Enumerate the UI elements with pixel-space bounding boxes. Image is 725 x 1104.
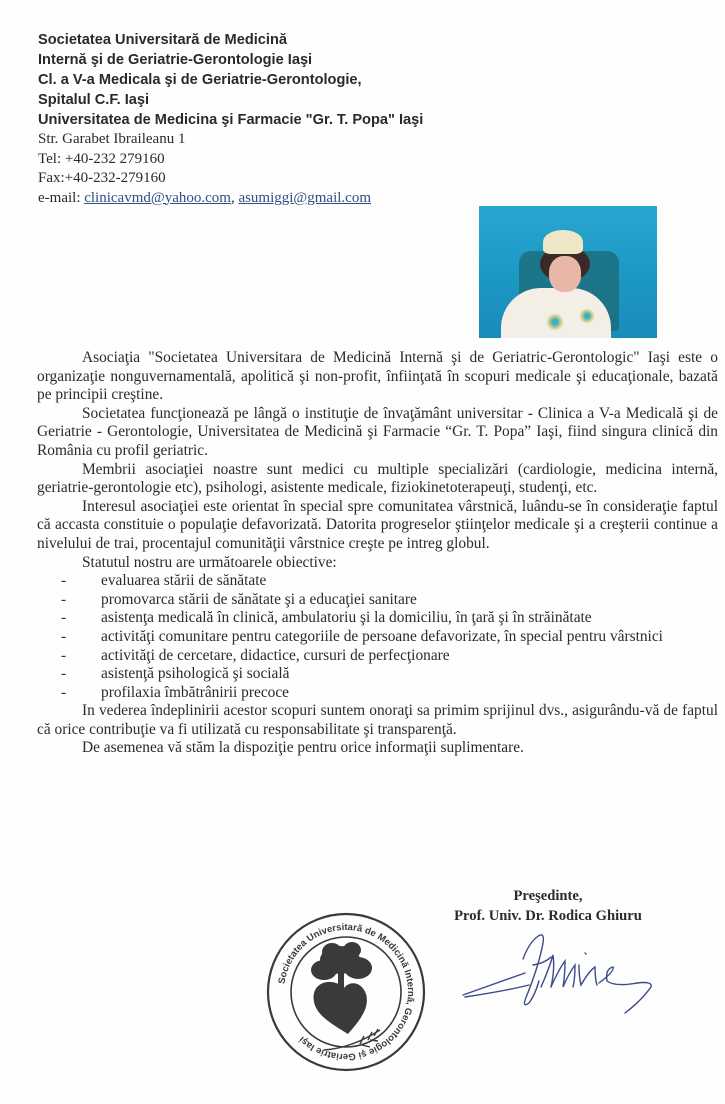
signatory-role: Preşedinte, — [513, 888, 583, 904]
dash-bullet: - — [61, 665, 67, 683]
email-link-yahoo[interactable]: clinicavmd@yahoo.com — [84, 189, 231, 206]
tree-heart-emblem-icon — [262, 908, 430, 1076]
dash-bullet: - — [61, 683, 67, 701]
dash-bullet: - — [61, 572, 67, 590]
photo-embroidery — [579, 308, 595, 324]
signature-icon — [455, 925, 665, 1015]
photo-embroidery — [545, 314, 565, 330]
photo-scarf — [543, 230, 583, 254]
closing-paragraph-2: De asemenea vă stăm la dispoziţie pentru orice informaţii suplimentare. — [82, 739, 524, 757]
paragraph-1: Asociaţia "Societatea Universitara de Medicină Internă şi de Geriatric-Gerontologic" Iaşi este o organizaţie nonguvernamentală, apolitică şi non-profit, înfiinţată în scopuri medicale şi educaţionale, bazată pe principii creştine. — [37, 349, 718, 404]
stamp-text: Societatea Universitară de Medicină Internă, Gerontologie şi Geriatrie Iaşi — [276, 921, 417, 1063]
list-item: - evaluarea stării de sănătate — [61, 572, 267, 590]
paragraph-4: Interesul asociaţiei este orientat în special spre comunitatea vârstnică, luându-se în consideraţie faptul că accasta constituie o populaţie defavorizată. Datorita progreselor ştiinţelor medicale şi a creşterii continue a nivelului de trai, procentajul comunităţii vârstnice creşte pe intreg globul. — [37, 497, 718, 552]
dash-bullet: - — [61, 646, 67, 664]
org-name-line-4: Spitalul C.F. Iaşi — [38, 92, 150, 108]
paragraph-3: Membrii asociaţiei noastre sunt medici cu multiple specializări (cardiologie, medicina internă, geriatrie-gerontologie etc), psihologi, asistente medicale, fiziokinetoterapeuţi, studenţi, etc. — [37, 460, 718, 497]
email-link-gmail[interactable]: asumiggi@gmail.com — [238, 189, 371, 206]
org-name-line-3: Cl. a V-a Medicala şi de Geriatrie-Gerontologie, — [38, 72, 362, 88]
list-item: - promovarca stării de sănătate şi a educaţiei sanitare — [61, 590, 417, 608]
org-name-line-2: Internă şi de Geriatrie-Gerontologie Iaşi — [38, 52, 313, 68]
signature-block — [436, 886, 660, 926]
org-name-line-5: Universitatea de Medicina şi Farmacie "Gr. T. Popa" Iaşi — [38, 112, 424, 128]
fax: Fax:+40-232-279160 — [38, 170, 166, 186]
portrait-photo — [479, 206, 657, 338]
paragraph-2: Societatea funcţionează pe lângă o instituţie de învaţământ universitar - Clinica a V-a Medicală şi de Geriatrie - Gerontologie, Universitatea de Medicină şi Farmacie “Gr. T. Popa” Iaşi, fiind singura clinică din România cu profil geriatric. — [37, 404, 718, 459]
telephone: Tel: +40-232 279160 — [38, 150, 165, 167]
photo-face — [549, 256, 581, 292]
org-name-line-1: Societatea Universitară de Medicină — [38, 32, 288, 48]
list-item: - asistenţa medicală în clinică, ambulatoriu şi la domiciliu, în ţară şi în străinătate — [61, 609, 592, 627]
email-label: e-mail: — [38, 189, 85, 206]
letter-body — [37, 349, 718, 758]
dash-bullet: - — [61, 609, 67, 627]
list-item: - activităţi de cercetare, didactice, cursuri de perfecţionare — [61, 646, 450, 664]
list-item: - activităţi comunitare pentru categoriile de persoane defavorizate, în special pentru vârstnici — [61, 627, 663, 645]
dash-bullet: - — [61, 627, 67, 645]
dash-bullet: - — [61, 590, 67, 608]
email-separator: , — [230, 189, 239, 206]
objectives-list — [61, 572, 718, 702]
email-line — [38, 189, 423, 209]
list-item: - asistenţă psihologică şi socială — [61, 665, 290, 683]
letterhead — [38, 30, 423, 208]
list-item: - profilaxia îmbătrânirii precoce — [61, 683, 290, 701]
closing-paragraph-1: In vederea îndeplinirii acestor scopuri suntem onoraţi sa primim sprijinul dvs., asigurându-vă de faptul că orice contribuţie va fi utilizată cu responsabilitate şi transparenţă. — [37, 702, 718, 738]
address: Str. Garabet Ibraileanu 1 — [38, 131, 186, 147]
signatory-name: Prof. Univ. Dr. Rodica Ghiuru — [454, 908, 642, 924]
objectives-title: Statutul nostru are următoarele obiective: — [82, 553, 337, 571]
